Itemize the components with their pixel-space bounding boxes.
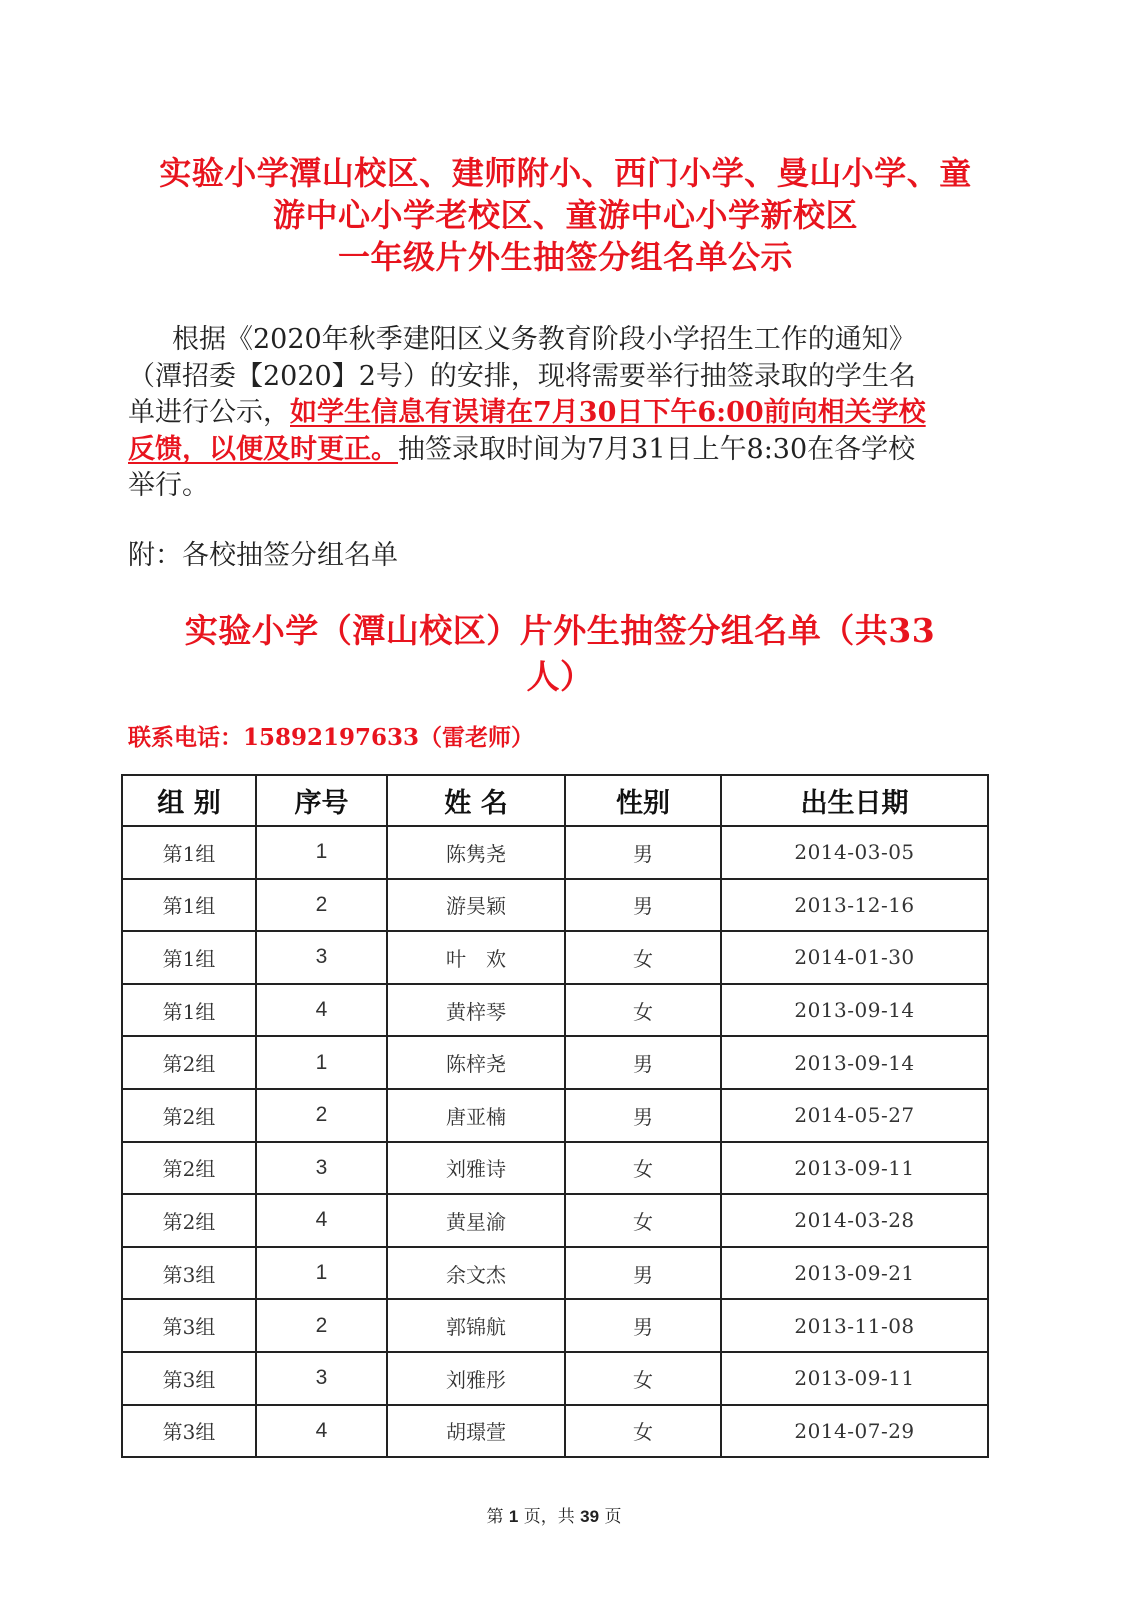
cell-birthdate: 2014-01-30 [721, 931, 988, 984]
header-seq: 序号 [256, 775, 387, 826]
notice-line-4 [128, 432, 988, 469]
header-gender: 性别 [565, 775, 721, 826]
roster-table [121, 774, 989, 1458]
cell-gender: 男 [565, 1247, 721, 1300]
notice-line-5: 举行。 [128, 470, 209, 501]
cell-group: 第1组 [122, 984, 256, 1037]
cell-group: 第1组 [122, 826, 256, 879]
page-footer [0, 1502, 1108, 1527]
contact-phone: 联系电话：15892197633（雷老师） [128, 724, 535, 751]
notice-line-1: 根据《2020年秋季建阳区义务教育阶段小学招生工作的通知》 [172, 324, 916, 355]
footer-total-pages: 39 [580, 1507, 600, 1526]
cell-seq: 2 [256, 1089, 387, 1142]
cell-gender: 女 [565, 1142, 721, 1195]
cell-group: 第3组 [122, 1352, 256, 1405]
cell-seq: 2 [256, 879, 387, 932]
cell-gender: 男 [565, 1036, 721, 1089]
table-row [122, 984, 988, 1037]
footer-middle: 页，共 [523, 1507, 575, 1527]
notice-highlight-1: 如学生信息有误请在7月30日下午6:00前向相关学校 [290, 397, 926, 428]
table-row [122, 1352, 988, 1405]
table-row [122, 826, 988, 879]
school-section-title [120, 608, 1000, 700]
notice-line-4-suffix: 抽签录取时间为7月31日上午8:30在各学校 [398, 433, 916, 465]
cell-seq: 4 [256, 1194, 387, 1247]
cell-birthdate: 2014-03-28 [721, 1194, 988, 1247]
table-row [122, 1194, 988, 1247]
cell-seq: 1 [256, 1247, 387, 1300]
cell-group: 第1组 [122, 931, 256, 984]
footer-suffix: 页 [604, 1507, 622, 1527]
notice-line-2: （潭招委【2020】2号）的安排，现将需要举行抽签录取的学生名 [128, 360, 916, 392]
cell-gender: 女 [565, 984, 721, 1037]
school-title-line-1: 实验小学（潭山校区）片外生抽签分组名单（共33 [184, 611, 936, 650]
table-row [122, 1142, 988, 1195]
table-row [122, 1036, 988, 1089]
cell-group: 第3组 [122, 1405, 256, 1458]
header-name: 姓 名 [387, 775, 565, 826]
cell-gender: 男 [565, 1299, 721, 1352]
cell-name: 叶 欢 [387, 931, 565, 984]
cell-seq: 1 [256, 826, 387, 879]
title-line-3: 一年级片外生抽签分组名单公示 [337, 238, 793, 276]
cell-birthdate: 2013-12-16 [721, 879, 988, 932]
table-row [122, 1247, 988, 1300]
title-line-1: 实验小学潭山校区、建师附小、西门小学、曼山小学、童 [159, 154, 972, 192]
document-title [120, 152, 1011, 278]
cell-group: 第3组 [122, 1299, 256, 1352]
notice-paragraph [128, 322, 988, 505]
footer-current-page: 1 [508, 1507, 519, 1526]
table-row [122, 879, 988, 932]
cell-name: 刘雅彤 [387, 1352, 565, 1405]
cell-group: 第3组 [122, 1247, 256, 1300]
cell-name: 郭锦航 [387, 1299, 565, 1352]
cell-name: 游昊颖 [387, 879, 565, 932]
cell-birthdate: 2013-11-08 [721, 1299, 988, 1352]
school-title-line-2: 人） [526, 657, 594, 696]
notice-line-3-prefix: 单进行公示， [128, 397, 290, 428]
cell-group: 第2组 [122, 1036, 256, 1089]
cell-seq: 3 [256, 931, 387, 984]
cell-gender: 女 [565, 1194, 721, 1247]
table-row [122, 1405, 988, 1458]
cell-birthdate: 2013-09-21 [721, 1247, 988, 1300]
header-group: 组 别 [122, 775, 256, 826]
notice-line-3 [128, 395, 988, 432]
title-line-2: 游中心小学老校区、童游中心小学新校区 [272, 196, 858, 234]
cell-gender: 女 [565, 1352, 721, 1405]
cell-name: 余文杰 [387, 1247, 565, 1300]
cell-name: 胡璟萱 [387, 1405, 565, 1458]
cell-seq: 3 [256, 1352, 387, 1405]
cell-seq: 4 [256, 1405, 387, 1458]
cell-birthdate: 2013-09-11 [721, 1142, 988, 1195]
cell-gender: 女 [565, 1405, 721, 1458]
cell-group: 第2组 [122, 1194, 256, 1247]
table-row [122, 1089, 988, 1142]
attachment-label: 附：各校抽签分组名单 [128, 540, 398, 571]
cell-gender: 男 [565, 1089, 721, 1142]
cell-birthdate: 2013-09-14 [721, 1036, 988, 1089]
cell-birthdate: 2013-09-14 [721, 984, 988, 1037]
cell-gender: 女 [565, 931, 721, 984]
cell-group: 第1组 [122, 879, 256, 932]
table-row [122, 1299, 988, 1352]
table-row [122, 931, 988, 984]
cell-group: 第2组 [122, 1089, 256, 1142]
cell-name: 陈梓尧 [387, 1036, 565, 1089]
notice-highlight-2: 反馈，以便及时更正。 [128, 433, 398, 465]
cell-gender: 男 [565, 826, 721, 879]
cell-birthdate: 2014-07-29 [721, 1405, 988, 1458]
cell-name: 刘雅诗 [387, 1142, 565, 1195]
cell-seq: 2 [256, 1299, 387, 1352]
cell-seq: 1 [256, 1036, 387, 1089]
cell-name: 陈隽尧 [387, 826, 565, 879]
cell-birthdate: 2014-05-27 [721, 1089, 988, 1142]
cell-name: 唐亚楠 [387, 1089, 565, 1142]
table-header-row [122, 775, 988, 826]
cell-birthdate: 2013-09-11 [721, 1352, 988, 1405]
header-birthdate: 出生日期 [721, 775, 988, 826]
cell-seq: 3 [256, 1142, 387, 1195]
cell-name: 黄星渝 [387, 1194, 565, 1247]
cell-birthdate: 2014-03-05 [721, 826, 988, 879]
footer-prefix: 第 [486, 1507, 504, 1527]
cell-gender: 男 [565, 879, 721, 932]
cell-name: 黄梓琴 [387, 984, 565, 1037]
cell-group: 第2组 [122, 1142, 256, 1195]
cell-seq: 4 [256, 984, 387, 1037]
